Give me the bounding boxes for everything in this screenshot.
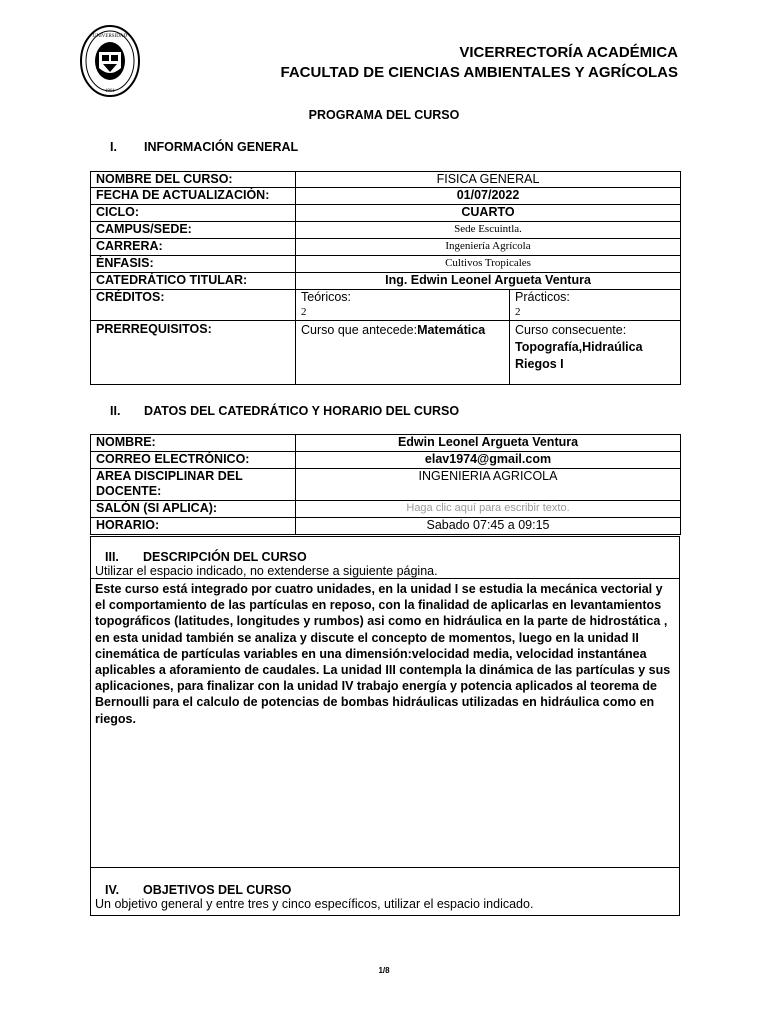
consequent-label: Curso consecuente: xyxy=(515,323,627,337)
practice-label: Prácticos: xyxy=(515,290,570,304)
schedule-label: HORARIO: xyxy=(91,518,296,535)
page-number: 1/8 xyxy=(378,966,390,975)
credits-theory-cell xyxy=(296,290,510,321)
svg-text:UNIVERSIDAD: UNIVERSIDAD xyxy=(92,34,128,39)
campus-label: CAMPUS/SEDE: xyxy=(91,222,296,239)
room-input[interactable]: Haga clic aquí para escribir texto. xyxy=(296,501,681,518)
section-3-heading: III. DESCRIPCIÓN DEL CURSO xyxy=(105,550,307,564)
area-label: AREA DISCIPLINAR DEL DOCENTE: xyxy=(91,469,296,501)
career-value: Ingeniería Agrícola xyxy=(296,239,681,256)
theory-label: Teóricos: xyxy=(301,290,352,304)
course-objectives-box xyxy=(90,867,680,916)
consequent-value: Topografía,Hidraúlica Riegos I xyxy=(515,340,643,371)
prereq-value: Matemática xyxy=(417,323,486,337)
campus-value: Sede Escuintla. xyxy=(296,222,681,239)
emphasis-label: ÉNFASIS: xyxy=(91,256,296,273)
university-seal-logo xyxy=(79,24,141,98)
email-value: elav1974@gmail.com xyxy=(296,452,681,469)
practice-value: 2 xyxy=(515,306,521,318)
general-info-table xyxy=(90,171,681,385)
document-title: PROGRAMA DEL CURSO xyxy=(308,108,460,122)
update-date-label: FECHA DE ACTUALIZACIÓN: xyxy=(91,188,296,205)
room-label: SALÓN (SI APLICA): xyxy=(91,501,296,518)
cycle-value: CUARTO xyxy=(296,205,681,222)
theory-value: 2 xyxy=(301,306,307,318)
schedule-value: Sabado 07:45 a 09:15 xyxy=(296,518,681,535)
course-name-label: NOMBRE DEL CURSO: xyxy=(91,172,296,188)
professor-label: CATEDRÁTICO TITULAR: xyxy=(91,273,296,290)
header-vicerrectoria: VICERRECTORÍA ACADÉMICA xyxy=(459,44,678,61)
section-2-heading: II. DATOS DEL CATEDRÁTICO Y HORARIO DEL CURSO xyxy=(110,404,460,418)
course-description-text[interactable]: Este curso está integrado por cuatro unidades, en la unidad I se estudia la mecánica vectorial y el comportamiento de las partículas en reposo, con la finalidad de aplicarlas en levantamientos topográficos (latitudes, longitudes y rumbos) asi como en hidráulica en la parte de hidrostática , en esta unidad también se analiza y discute el concepto de momentos, luego en la unidad II cinemática de partículas variables en una dimensión:velocidad media, velocidad instantánea aplicables a aforamiento de caudales. La unidad III contempla la dinámica de las partículas y sus aplicaciones, para finalizar con la unidad IV trabajo energía y potencia aplicados al teorema de Bernoulli para el calculo de potencias de bombas hidráulicas utilizadas en hidráulica como en riegos. xyxy=(95,582,671,726)
cycle-label: CICLO: xyxy=(91,205,296,222)
header-facultad: FACULTAD DE CIENCIAS AMBIENTALES Y AGRÍCOLAS xyxy=(280,64,678,81)
email-label: CORREO ELECTRÓNICO: xyxy=(91,452,296,469)
credits-label: CRÉDITOS: xyxy=(91,290,296,321)
svg-text:1961: 1961 xyxy=(105,89,115,94)
name-value: Edwin Leonel Argueta Ventura xyxy=(296,435,681,452)
course-description-box xyxy=(90,536,680,868)
career-label: CARRERA: xyxy=(91,239,296,256)
professor-value: Ing. Edwin Leonel Argueta Ventura xyxy=(296,273,681,290)
consequent-cell xyxy=(510,321,681,385)
section-3-instruction: Utilizar el espacio indicado, no extenderse a siguiente página. xyxy=(95,564,438,578)
section-4-heading: IV. OBJETIVOS DEL CURSO xyxy=(105,883,292,897)
area-value: INGENIERIA AGRICOLA xyxy=(296,469,681,501)
professor-info-table xyxy=(90,434,681,535)
name-label: NOMBRE: xyxy=(91,435,296,452)
credits-practice-cell xyxy=(510,290,681,321)
section-1-heading: I. INFORMACIÓN GENERAL xyxy=(110,140,299,154)
update-date-value: 01/07/2022 xyxy=(296,188,681,205)
prereq-label: PRERREQUISITOS: xyxy=(91,321,296,385)
prereq-prefix: Curso que antecede: xyxy=(301,323,418,337)
prereq-cell xyxy=(296,321,510,385)
course-name-value: FISICA GENERAL xyxy=(296,172,681,188)
emphasis-value: Cultivos Tropicales xyxy=(296,256,681,273)
section-4-instruction: Un objetivo general y entre tres y cinco específicos, utilizar el espacio indicado. xyxy=(95,897,534,911)
